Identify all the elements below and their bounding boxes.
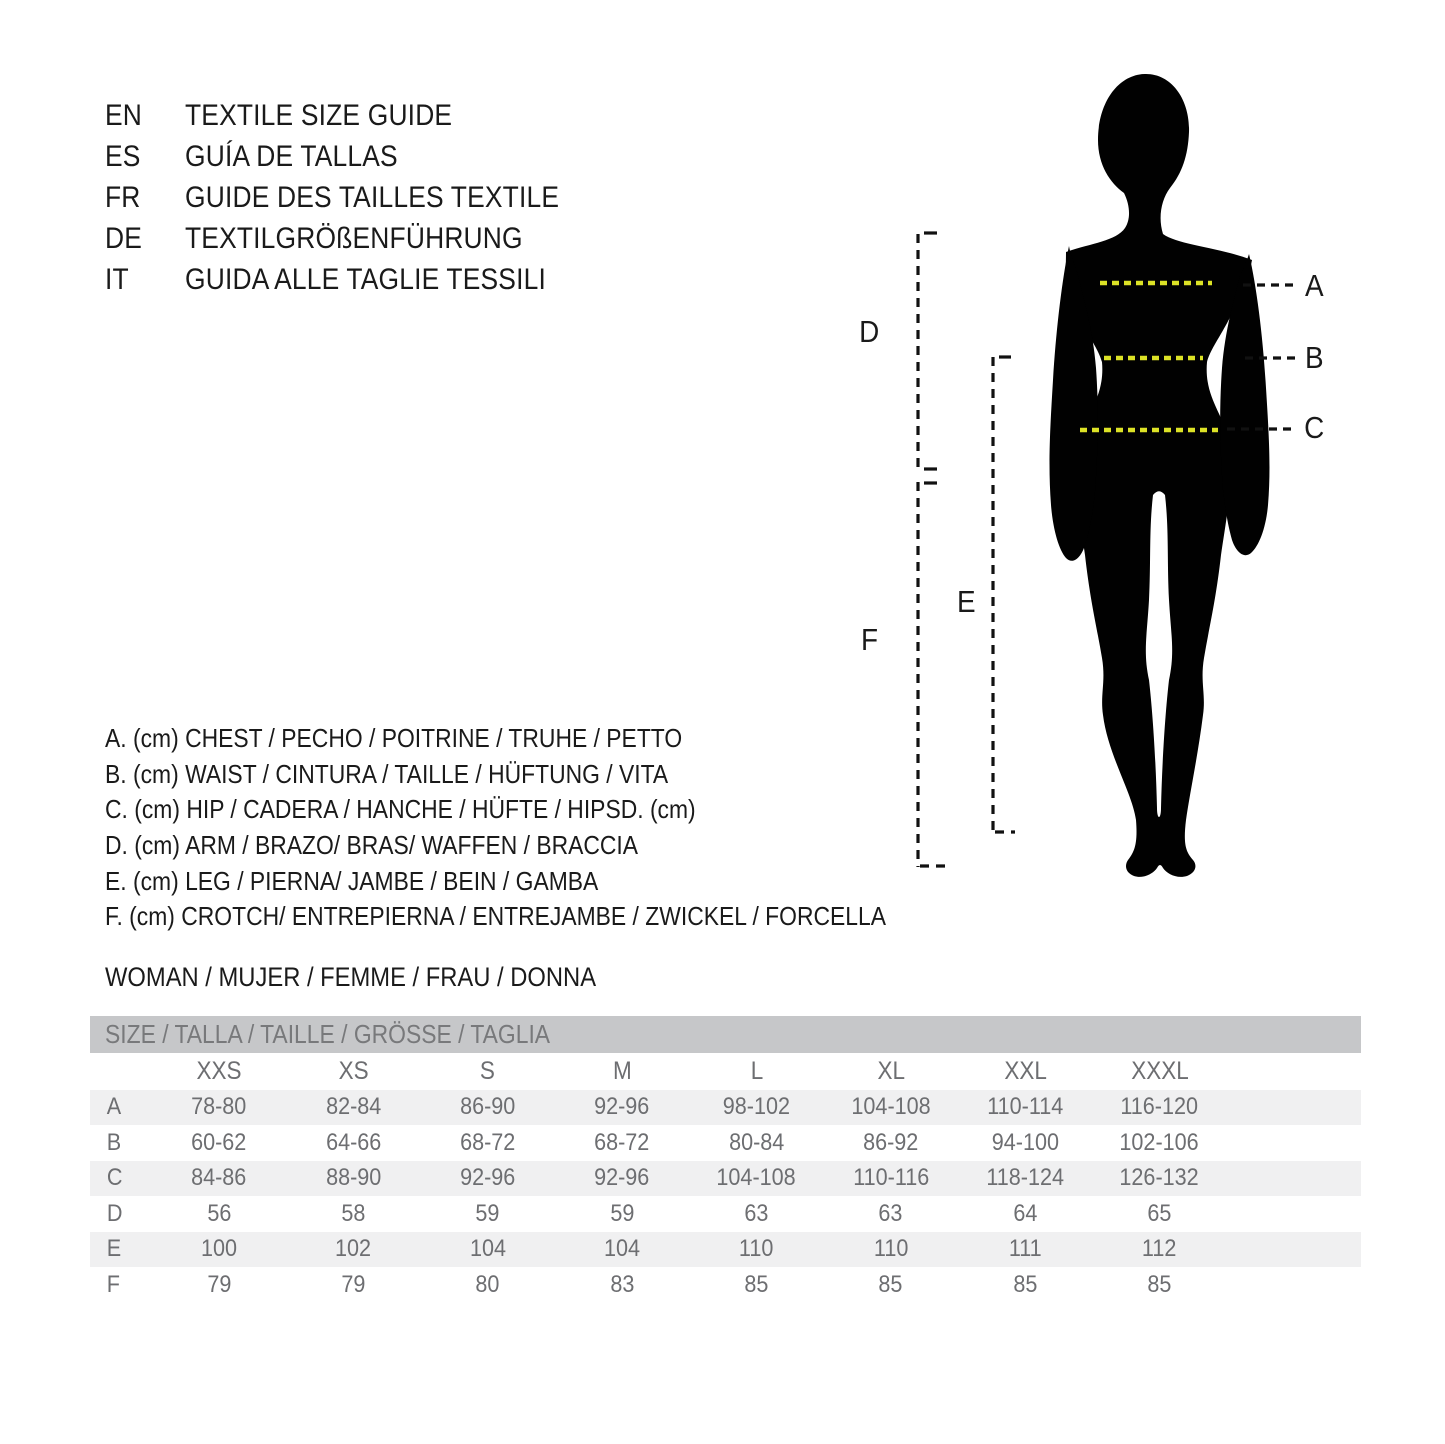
table-cell: 94-100 bbox=[991, 1128, 1059, 1156]
label-leg-E bbox=[948, 584, 984, 620]
letter-B: B bbox=[1304, 340, 1324, 375]
table-row-C bbox=[90, 1161, 1361, 1197]
table-cell: 104-108 bbox=[716, 1164, 797, 1192]
legend-line-crotch: F. (cm) CROTCH/ ENTREPIERNA / ENTREJAMBE / ZWICKEL / FORCELLA bbox=[105, 901, 886, 932]
table-cell: 110-114 bbox=[987, 1093, 1064, 1121]
lang-title: TEXTILE SIZE GUIDE bbox=[185, 98, 453, 132]
lang-title: GUIDA ALLE TAGLIE TESSILI bbox=[185, 262, 546, 296]
lang-code: FR bbox=[105, 180, 141, 214]
size-table bbox=[90, 1016, 1361, 1303]
table-cell: 85 bbox=[878, 1270, 903, 1298]
size-col-header: XL bbox=[877, 1056, 905, 1085]
lang-code: EN bbox=[105, 98, 143, 132]
legend-line-chest: A. (cm) CHEST / PECHO / POITRINE / TRUHE / PETTO bbox=[105, 723, 683, 754]
arm-measure-line bbox=[918, 233, 937, 470]
table-cell: 85 bbox=[744, 1270, 769, 1298]
row-label: D bbox=[106, 1199, 123, 1227]
table-cell: 111 bbox=[1008, 1235, 1042, 1263]
row-label: A bbox=[106, 1093, 122, 1121]
table-cell: 63 bbox=[744, 1199, 769, 1227]
table-cell: 102-106 bbox=[1119, 1128, 1200, 1156]
legend-line-hip: C. (cm) HIP / CADERA / HANCHE / HÜFTE / HIPSD. (cm) bbox=[105, 794, 696, 825]
table-cell: 104-108 bbox=[851, 1093, 931, 1121]
row-label: F bbox=[106, 1270, 120, 1298]
table-cell: 65 bbox=[1147, 1199, 1172, 1227]
table-cell: 64 bbox=[1013, 1199, 1038, 1227]
letter-D: D bbox=[858, 314, 880, 349]
table-cell: 64-66 bbox=[325, 1128, 382, 1156]
lang-code: IT bbox=[105, 262, 129, 296]
table-row-B bbox=[90, 1125, 1361, 1161]
label-crotch-F bbox=[851, 622, 887, 658]
table-cell: 82-84 bbox=[325, 1093, 382, 1121]
table-cell: 79 bbox=[207, 1270, 232, 1298]
size-col-header: XXS bbox=[196, 1056, 242, 1085]
gender-heading: WOMAN / MUJER / FEMME / FRAU / DONNA bbox=[105, 961, 597, 992]
table-cell: 56 bbox=[207, 1199, 232, 1227]
table-row-D bbox=[90, 1196, 1361, 1232]
table-cell: 79 bbox=[341, 1270, 366, 1298]
table-cell: 92-96 bbox=[594, 1093, 650, 1121]
table-cell: 118-124 bbox=[986, 1164, 1064, 1192]
size-col-header: M bbox=[612, 1056, 632, 1085]
table-cell: 83 bbox=[610, 1270, 635, 1298]
table-cell: 88-90 bbox=[325, 1164, 382, 1192]
table-cell: 110-116 bbox=[852, 1164, 929, 1192]
table-cell: 68-72 bbox=[594, 1128, 650, 1156]
table-cell: 78-80 bbox=[191, 1093, 247, 1121]
size-col-header: L bbox=[750, 1056, 763, 1085]
size-col-header: XS bbox=[338, 1056, 369, 1085]
table-cell: 104 bbox=[604, 1235, 641, 1263]
lang-title: GUIDE DES TAILLES TEXTILE bbox=[185, 180, 560, 214]
table-cell: 86-90 bbox=[460, 1093, 516, 1121]
table-cell: 85 bbox=[1147, 1270, 1172, 1298]
size-col-header: XXXL bbox=[1130, 1056, 1189, 1085]
size-col-header: S bbox=[480, 1056, 496, 1085]
table-cell: 80-84 bbox=[728, 1128, 785, 1156]
table-cell: 92-96 bbox=[594, 1164, 650, 1192]
table-cell: 110 bbox=[873, 1235, 909, 1263]
size-header-row bbox=[90, 1053, 1361, 1090]
letter-A: A bbox=[1304, 268, 1324, 303]
table-cell: 85 bbox=[1013, 1270, 1038, 1298]
lang-title: GUÍA DE TALLAS bbox=[185, 139, 398, 173]
table-cell: 59 bbox=[475, 1199, 500, 1227]
table-cell: 98-102 bbox=[722, 1093, 791, 1121]
legend-line-waist: B. (cm) WAIST / CINTURA / TAILLE / HÜFTUNG / VITA bbox=[105, 758, 669, 789]
table-cell: 80 bbox=[475, 1270, 500, 1298]
label-hip-C bbox=[1296, 410, 1332, 446]
legend-line-arm: D. (cm) ARM / BRAZO/ BRAS/ WAFFEN / BRACCIA bbox=[105, 830, 639, 861]
table-row-E bbox=[90, 1232, 1361, 1268]
row-label: E bbox=[106, 1235, 122, 1263]
size-table-title: SIZE / TALLA / TAILLE / GRÖSSE / TAGLIA bbox=[105, 1019, 551, 1049]
lang-code: DE bbox=[105, 221, 143, 255]
table-row-F bbox=[90, 1267, 1361, 1303]
table-cell: 68-72 bbox=[460, 1128, 516, 1156]
table-cell: 112 bbox=[1142, 1235, 1177, 1263]
row-label: B bbox=[106, 1128, 122, 1156]
leg-measure-line bbox=[993, 357, 1015, 832]
letter-F: F bbox=[860, 622, 878, 657]
letter-C: C bbox=[1303, 410, 1325, 445]
table-cell: 126-132 bbox=[1119, 1164, 1200, 1192]
letter-E: E bbox=[956, 584, 976, 619]
table-cell: 116-120 bbox=[1120, 1093, 1199, 1121]
lang-code: ES bbox=[105, 139, 141, 173]
table-cell: 60-62 bbox=[191, 1128, 247, 1156]
table-cell: 58 bbox=[341, 1199, 366, 1227]
label-chest-A bbox=[1296, 268, 1332, 304]
measurement-legend bbox=[105, 721, 992, 935]
table-cell: 63 bbox=[878, 1199, 903, 1227]
table-cell: 104 bbox=[469, 1235, 506, 1263]
row-label: C bbox=[106, 1164, 123, 1192]
label-waist-B bbox=[1296, 340, 1332, 376]
table-cell: 92-96 bbox=[460, 1164, 516, 1192]
table-cell: 100 bbox=[201, 1235, 238, 1263]
table-row-A bbox=[90, 1090, 1361, 1126]
size-table-title-bar bbox=[90, 1016, 1361, 1053]
lang-title: TEXTILGRÖßENFÜHRUNG bbox=[185, 221, 523, 255]
size-col-header: XXL bbox=[1003, 1056, 1047, 1085]
table-cell: 59 bbox=[610, 1199, 635, 1227]
table-cell: 86-92 bbox=[863, 1128, 919, 1156]
table-cell: 84-86 bbox=[191, 1164, 247, 1192]
table-cell: 110 bbox=[739, 1235, 774, 1263]
table-cell: 102 bbox=[335, 1235, 372, 1263]
label-arm-D bbox=[851, 314, 887, 350]
legend-line-leg: E. (cm) LEG / PIERNA/ JAMBE / BEIN / GAMBA bbox=[105, 865, 599, 896]
